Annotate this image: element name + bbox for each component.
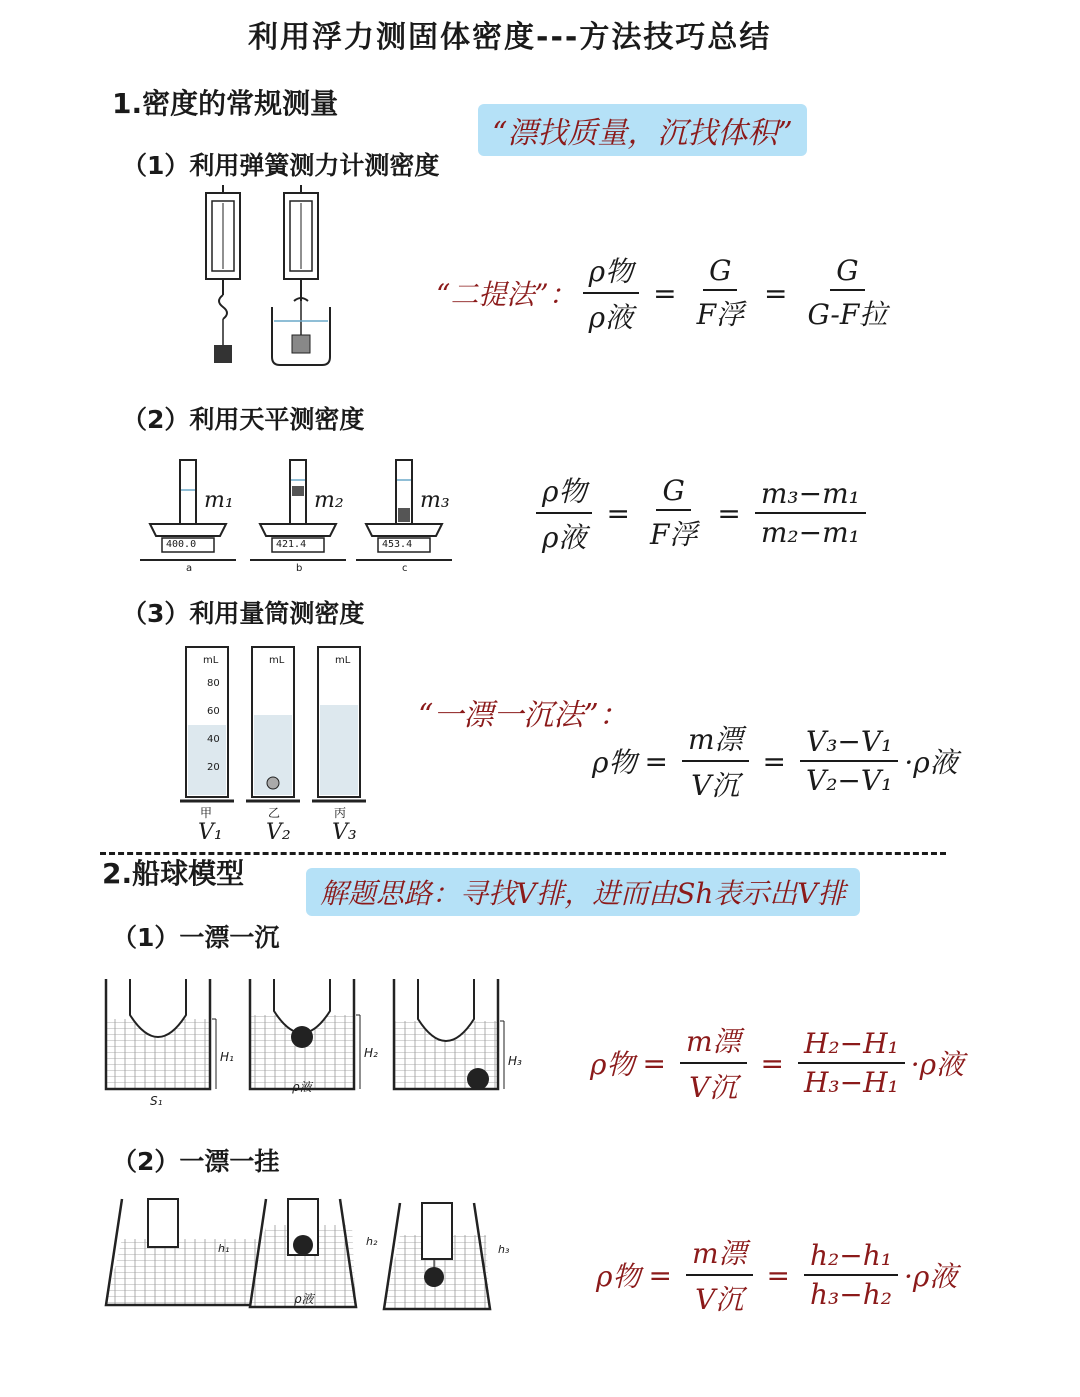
label-H2: H₂ [364,1046,378,1060]
spring-scale-right [272,185,330,365]
density-liquid-tail-3: ·ρ液 [903,1260,958,1293]
fraction-weight-pull: $\frac{G}{\text{G-F拉}}$ [807,253,888,331]
volume-v3: V₃ [332,820,357,845]
unit-label-2: mL [269,655,285,666]
label-rho-liquid-2: ρ液 [294,1292,314,1306]
label-m2: m₂ [314,488,344,513]
tick-20: 20 [207,762,220,773]
fraction-mass-volume-2: $\frac{\text{m漂}}{\text{V沉}}$ [680,1020,747,1106]
cylinder-label-bing: 丙 [334,806,347,820]
fraction-mass-volume-3: $\frac{\text{m漂}}{\text{V沉}}$ [686,1232,753,1318]
tick-80: 80 [207,678,220,689]
container-3 [394,979,504,1090]
fraction-volume-diff: $\frac{\text{V₃−V₁}}{\text{V₂−V₁}}$ [800,725,898,797]
formula-cylinder: ρ物 = $\frac{\text{m漂}}{\text{V沉}}$ = $\frac{\text{V₃−V₁}}{\text{V₂−V₁}}$ ·ρ液 [592,718,958,804]
unit-label-3: mL [335,655,351,666]
volume-v1: V₁ [198,820,223,845]
container-1 [106,979,216,1089]
caption-b: b [296,563,303,574]
label-m3: m₃ [420,488,450,513]
fraction-weight-buoyancy: $\frac{G}{\text{F浮}}$ [696,253,745,331]
readout-c: 453.4 [382,539,413,550]
formula-float-hang: ρ物 = $\frac{\text{m漂}}{\text{V沉}}$ = $\frac{\text{h₂−h₁}}{\text{h₃−h₂}}$ ·ρ液 [596,1232,957,1318]
formula-balance: $\frac{\text{ρ物}}{\text{ρ液}}$ = $\frac{G}{\text{F浮}}$ = $\frac{\text{m₃−m₁}}{\text{m₂−m₁}}$ [530,470,872,556]
sub-2-2-heading: （2）一漂一挂 [112,1147,280,1176]
section-1-highlight: “漂找质量，沉找体积” [478,104,807,156]
page-title: 利用浮力测固体密度---方法技巧总结 [248,20,772,55]
formula-float-sink: ρ物 = $\frac{\text{m漂}}{\text{V沉}}$ = $\frac{\text{H₂−H₁}}{\text{H₃−H₁}}$ ·ρ液 [590,1020,964,1106]
density-object-symbol-2: ρ物 [590,1048,635,1081]
fraction-small-height-diff: $\frac{\text{h₂−h₁}}{\text{h₃−h₂}}$ [804,1239,898,1311]
spring-scale-diagram [190,185,360,375]
spring-scale-left [206,185,240,363]
density-object-symbol-3: ρ物 [596,1260,641,1293]
section-1-heading: 1.密度的常规测量 [112,87,339,120]
label-H1: H₁ [220,1050,234,1064]
section-2-heading: 2.船球模型 [102,857,245,890]
section-2-highlight: 解题思路：寻找V排，进而由Sh表示出V排 [306,868,860,916]
fraction-height-diff: $\frac{\text{H₂−H₁}}{\text{H₃−H₁}}$ [798,1027,905,1099]
method-two-lift-label: “二提法”： [436,278,577,311]
sub-1-1-heading: （1）利用弹簧测力计测密度 [122,151,440,180]
unit-label-1: mL [203,655,219,666]
sub-1-3-heading: （3）利用量筒测密度 [122,599,365,628]
cylinder-yi [246,647,300,801]
fraction-density-ratio: $\frac{\text{ρ物}}{\text{ρ液}}$ [583,250,639,336]
tick-60: 60 [207,706,220,717]
label-H3: H₃ [508,1054,522,1068]
formula-two-lift: “二提法”： $\frac{\text{ρ物}}{\text{ρ液}}$ = $\frac{G}{\text{F浮}}$ = $\frac{G}{\text{G-F拉}}$ [436,250,899,336]
label-S1: S₁ [150,1094,163,1108]
label-rho-liquid: ρ液 [292,1080,312,1094]
sub-2-1-heading: （1）一漂一沉 [112,923,280,952]
readout-a: 400.0 [166,539,197,550]
sub-1-2-heading: （2）利用天平测密度 [122,405,365,434]
fraction-mass-volume: $\frac{\text{m漂}}{\text{V沉}}$ [682,718,749,804]
fraction-mass-diff: $\frac{\text{m₃−m₁}}{\text{m₂−m₁}}$ [755,477,866,549]
container-2 [250,979,360,1089]
tick-40: 40 [207,734,220,745]
trapezoid-container-3 [384,1203,490,1309]
balance-diagram [140,440,460,580]
boat-ball-float-sink-diagram [100,975,540,1105]
label-h1: h₁ [218,1242,230,1255]
label-m1: m₁ [204,488,234,513]
density-object-symbol: ρ物 [592,746,637,779]
cylinder-diagram [180,645,370,810]
cylinder-label-yi: 乙 [268,806,281,820]
caption-c: c [402,563,408,574]
volume-v2: V₂ [266,820,291,845]
readout-b: 421.4 [276,539,307,550]
cylinder-label-jia: 甲 [200,806,213,820]
density-liquid-tail: ·ρ液 [904,746,958,779]
label-h3: h₃ [498,1243,510,1256]
fraction-weight-buoyancy-2: $\frac{G}{\text{F浮}}$ [649,473,698,551]
cylinder-jia [180,647,234,801]
cylinder-bing [312,647,366,801]
density-liquid-tail-2: ·ρ液 [910,1048,965,1081]
method-float-sink-label: “一漂一沉法”： [418,698,629,733]
caption-a: a [186,563,193,574]
label-h2: h₂ [366,1235,378,1248]
fraction-density-ratio-2: $\frac{\text{ρ物}}{\text{ρ液}}$ [536,470,592,556]
